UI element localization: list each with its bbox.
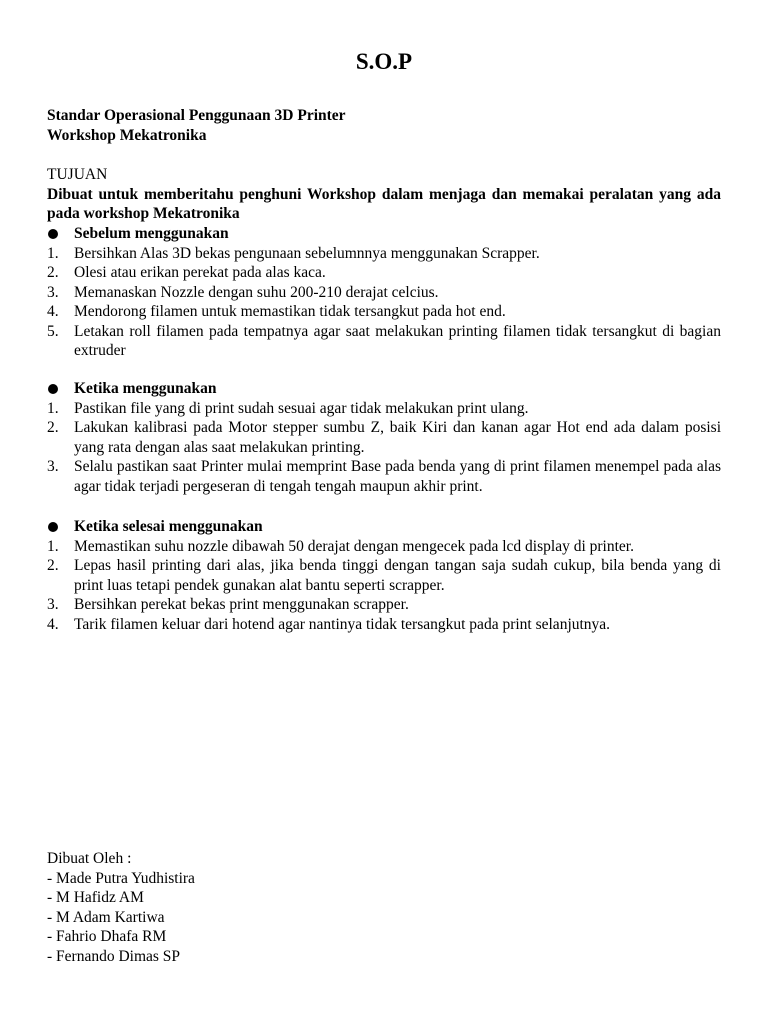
list-item <box>47 283 721 303</box>
list-item-text: Letakan roll filamen pada tempatnya agar saat melakukan printing filamen tidak tersangkut di bagian extruder <box>74 322 721 359</box>
list-item-text: Selalu pastikan saat Printer mulai memprint Base pada benda yang di print filamen menempel pada alas agar tidak terjadi pergeseran di tengah tengah maupun akhir print. <box>74 458 721 495</box>
author-name: - M Hafidz AM <box>47 889 144 906</box>
header-line-1: Standar Operasional Penggunaan 3D Printer <box>47 107 346 124</box>
list-item-text: Mendorong filamen untuk memastikan tidak tersangkut pada hot end. <box>74 303 506 320</box>
list-item <box>47 537 721 557</box>
list-item <box>47 399 721 419</box>
section-heading <box>47 224 721 244</box>
list-item-number: 3. <box>47 458 59 475</box>
list-item-text: Olesi atau erikan perekat pada alas kaca. <box>74 264 326 281</box>
author-name: - Fernando Dimas SP <box>47 947 181 965</box>
document-footer <box>47 849 195 966</box>
list-item <box>47 263 721 283</box>
tujuan-label: TUJUAN <box>47 166 108 183</box>
list-item-number: 2. <box>47 264 59 281</box>
section-sebelum-menggunakan <box>47 224 721 361</box>
document-title: S.O.P <box>355 49 413 74</box>
list-item-text: Tarik filamen keluar dari hotend agar nantinya tidak tersangkut pada print selanjutnya. <box>74 615 611 633</box>
list-item-number: 1. <box>47 537 59 555</box>
list-item <box>47 595 721 615</box>
footer-label: Dibuat Oleh : <box>47 850 132 867</box>
list-item <box>47 244 721 264</box>
list-item <box>47 457 721 496</box>
document-header <box>47 106 346 145</box>
section-ketika-menggunakan <box>47 379 721 496</box>
list-item-text: Memanaskan Nozzle dengan suhu 200-210 derajat celcius. <box>74 283 439 301</box>
list-item <box>47 302 721 322</box>
section-heading-text: Sebelum menggunakan <box>74 225 229 242</box>
section-heading <box>47 517 721 537</box>
list-item-number: 1. <box>47 399 59 417</box>
list-item-text: Memastikan suhu nozzle dibawah 50 derajat dengan mengecek pada lcd display di printer. <box>74 537 634 555</box>
list-item-number: 1. <box>47 244 59 262</box>
list-item-number: 3. <box>47 283 59 301</box>
author-name: - Fahrio Dhafa RM <box>47 928 167 945</box>
list-item <box>47 556 721 595</box>
section-heading <box>47 379 721 399</box>
list-item <box>47 615 721 635</box>
author-name: - Made Putra Yudhistira <box>47 869 195 887</box>
tujuan-block <box>47 165 721 224</box>
section-heading-text: Ketika menggunakan <box>74 380 217 397</box>
list-item-number: 4. <box>47 615 59 633</box>
list-item-number: 2. <box>47 557 59 574</box>
list-item <box>47 418 721 457</box>
list-item-number: 2. <box>47 419 59 436</box>
list-item-number: 4. <box>47 303 59 320</box>
list-item-number: 5. <box>47 322 59 340</box>
tujuan-text: Dibuat untuk memberitahu penghuni Workshop dalam menjaga dan memakai peralatan yang ada pada workshop Mekatronika <box>47 185 721 222</box>
list-item-number: 3. <box>47 596 59 613</box>
header-line-2: Workshop Mekatronika <box>47 126 207 144</box>
bullet-icon <box>47 224 74 244</box>
list-item-text: Bersihkan perekat bekas print menggunakan scrapper. <box>74 596 409 613</box>
list-item-text: Lepas hasil printing dari alas, jika benda tinggi dengan tangan saja sudah cukup, bila benda yang di print luas tetapi pendek gunakan alat bantu seperti scrapper. <box>74 557 721 594</box>
bullet-icon <box>47 379 74 399</box>
list-item-text: Lakukan kalibrasi pada Motor stepper sumbu Z, baik Kiri dan kanan agar Hot end ada dalam posisi yang rata dengan alas saat melakukan printing. <box>74 419 721 456</box>
section-ketika-selesai-menggunakan <box>47 517 721 634</box>
list-item-text: Bersihkan Alas 3D bekas pengunaan sebelumnnya menggunakan Scrapper. <box>74 244 540 262</box>
list-item-text: Pastikan file yang di print sudah sesuai agar tidak melakukan print ulang. <box>74 399 529 417</box>
bullet-icon <box>47 517 74 537</box>
list-item <box>47 322 721 361</box>
author-name: - M Adam Kartiwa <box>47 908 165 926</box>
section-heading-text: Ketika selesai menggunakan <box>74 518 263 535</box>
